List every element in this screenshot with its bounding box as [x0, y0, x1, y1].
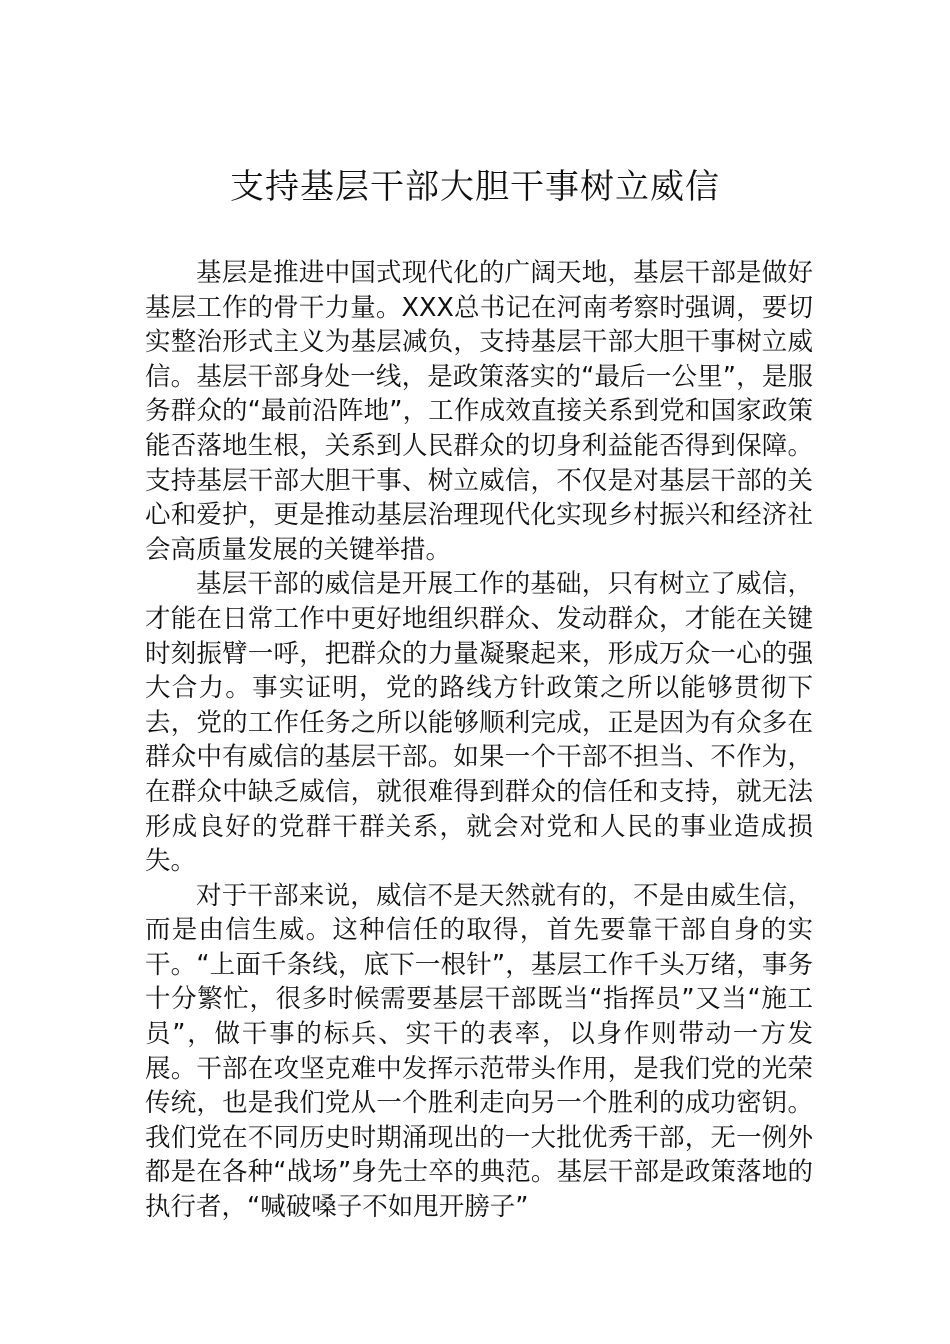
document-body: [145, 256, 813, 1225]
paragraph-1: 基层是推进中国式现代化的广阔天地，基层干部是做好基层工作的骨干力量。XXX总书记在河南考察时强调，要切实整治形式主义为基层减负，支持基层干部大胆干事树立威信。基层干部身处一线，是政策落实的“最后一公里”，是服务群众的“最前沿阵地”，工作成效直接关系到党和国家政策能否落地生根，关系到人民群众的切身利益能否得到保障。支持基层干部大胆干事、树立威信，不仅是对基层干部的关心和爱护，更是推动基层治理现代化实现乡村振兴和经济社会高质量发展的关键举措。: [145, 258, 813, 565]
paragraph-3: 对于干部来说，威信不是天然就有的，不是由威生信，而是由信生威。这种信任的取得，首先要靠干部自身的实干。“上面千条线，底下一根针”，基层工作千头万绪，事务十分繁忙，很多时候需要基层干部既当“指挥员”又当“施工员”，做干事的标兵、实干的表率，以身作则带动一方发展。干部在攻坚克难中发挥示范带头作用，是我们党的光荣传统，也是我们党从一个胜利走向另一个胜利的成功密钥。我们党在不同历史时期涌现出的一大批优秀干部，无一例外都是在各种“战场”身先士卒的典范。基层干部是政策落地的执行者，“喊破嗓子不如甩开膀子”: [145, 880, 813, 1223]
document-title: 支持基层干部大胆干事树立威信: [230, 167, 720, 207]
paragraph-2: 基层干部的威信是开展工作的基础，只有树立了威信，才能在日常工作中更好地组织群众、发动群众，才能在关键时刻振臂一呼，把群众的力量凝聚起来，形成万众一心的强大合力。事实证明，党的路线方针政策之所以能够贯彻下去，党的工作任务之所以能够顺利完成，正是因为有众多在群众中有威信的基层干部。如果一个干部不担当、不作为，在群众中缺乏威信，就很难得到群众的信任和支持，就无法形成良好的党群干群关系，就会对党和人民的事业造成损失。: [145, 569, 813, 877]
